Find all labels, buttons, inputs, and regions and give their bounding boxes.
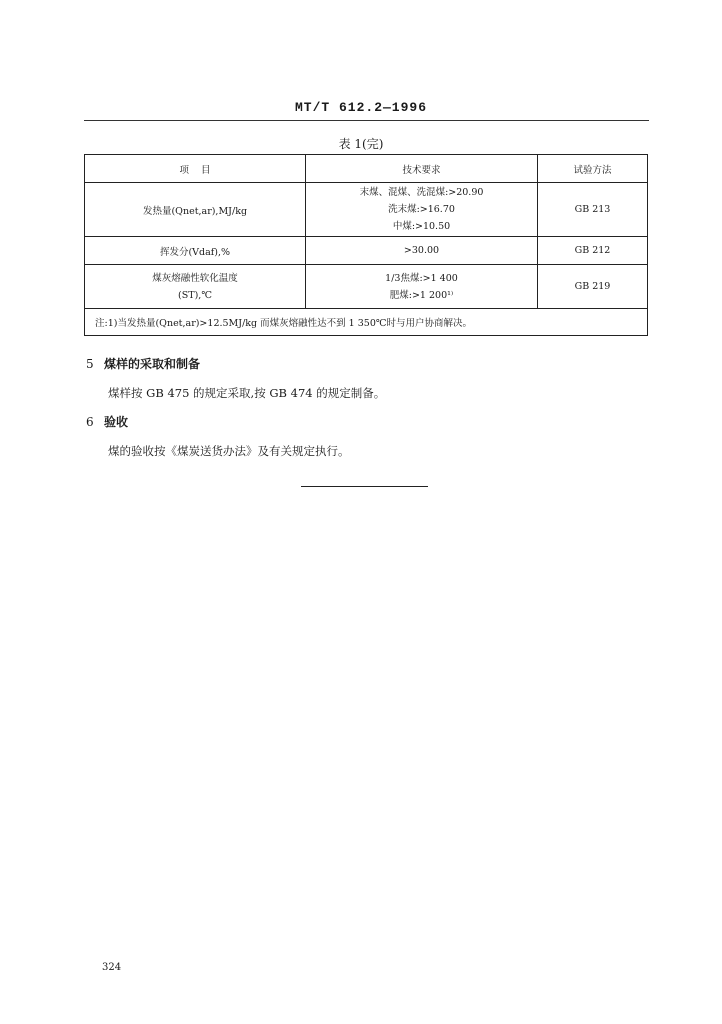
requirement-cell — [306, 265, 538, 309]
item-line: 煤灰熔融性软化温度 — [152, 272, 238, 284]
section-number: 6 — [86, 415, 94, 429]
item-cell: 发热量(Qnet,ar),MJ/kg — [85, 183, 306, 237]
column-header-item: 项 目 — [85, 155, 306, 183]
column-header-method: 试验方法 — [538, 155, 648, 183]
requirement-line: 洗末煤:>16.70 — [388, 204, 455, 215]
table-row — [85, 265, 648, 309]
standard-code: MT/T 612.2—1996 — [294, 100, 428, 115]
header-divider — [84, 120, 649, 121]
requirement-cell: >30.00 — [306, 237, 538, 265]
table-header-row — [85, 155, 648, 183]
method-cell: GB 212 — [538, 237, 648, 265]
section-title: 验收 — [104, 415, 129, 429]
table-note-row — [85, 309, 648, 336]
requirement-line: 末煤、混煤、洗混煤:>20.90 — [359, 187, 484, 198]
item-line: (ST),℃ — [178, 289, 212, 301]
column-header-requirements: 技术要求 — [306, 155, 538, 183]
table-row — [85, 183, 648, 237]
requirement-line: 肥煤:>1 200¹⁾ — [389, 289, 454, 301]
item-cell: 挥发分(Vdaf),% — [85, 237, 306, 265]
requirement-line: 1/3焦煤:>1 400 — [385, 272, 458, 284]
method-cell: GB 213 — [538, 183, 648, 237]
section-title: 煤样的采取和制备 — [104, 357, 201, 371]
section-paragraph: 煤样按 GB 475 的规定采取,按 GB 474 的规定制备。 — [108, 386, 386, 400]
requirement-cell — [306, 183, 538, 237]
table-row — [85, 237, 648, 265]
section-heading — [86, 355, 200, 372]
page-number: 324 — [102, 962, 122, 973]
table-note: 注:1)当发热量(Qnet,ar)>12.5MJ/kg 而煤灰熔融性达不到 1 350℃时与用户协商解决。 — [85, 309, 648, 336]
section-paragraph: 煤的验收按《煤炭送货办法》及有关规定执行。 — [108, 444, 350, 458]
specification-table — [84, 154, 648, 336]
end-divider — [301, 486, 428, 487]
section-heading — [86, 413, 128, 430]
section-number: 5 — [86, 357, 94, 371]
requirement-line: 中煤:>10.50 — [392, 221, 451, 232]
item-cell — [85, 265, 306, 309]
table-caption: 表 1(完) — [338, 137, 384, 151]
method-cell: GB 219 — [538, 265, 648, 309]
